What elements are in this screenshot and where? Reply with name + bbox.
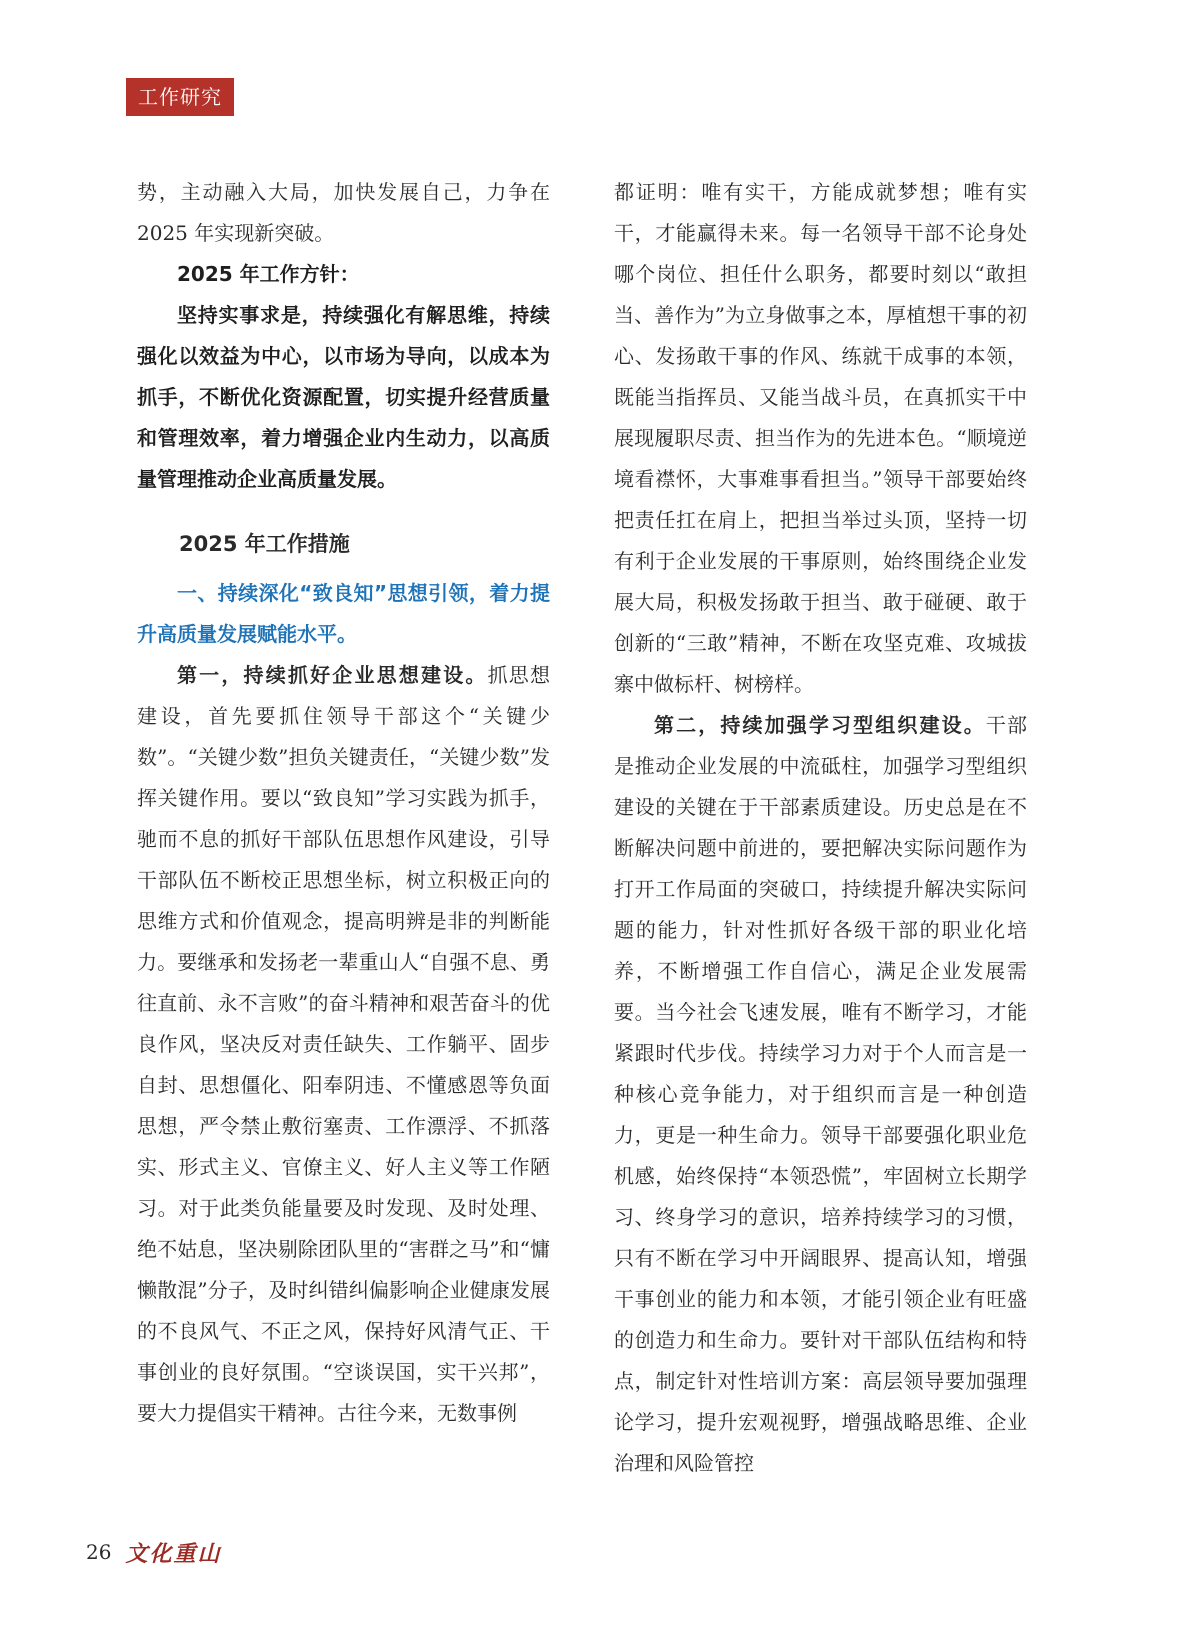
page-number: 26 <box>86 1540 112 1564</box>
heading-one: 一、持续深化“致良知”思想引领，着力提升高质量发展赋能水平。 <box>137 581 550 646</box>
magazine-logo: 文化重山 <box>125 1540 222 1567</box>
policy-text: 坚持实事求是，持续强化有解思维，持续强化以效益为中心，以市场为导向，以成本为抓手，不断优化资源配置，切实提升经营质量和管理效率，着力增强企业内生动力，以高质量管理推动企业高质量发展。 <box>137 303 550 491</box>
first-paragraph <box>137 655 550 1434</box>
second-text: 干部是推动企业发展的中流砥柱，加强学习型组织建设的关键在于干部素质建设。历史总是在不断解决问题中前进的，要把解决实际问题作为打开工作局面的突破口，持续提升解决实际问题的能力，针对性抓好各级干部的职业化培养，不断增强工作自信心，满足企业发展需要。当今社会飞速发展，唯有不断学习，才能紧跟时代步伐。持续学习力对于个人而言是一种核心竞争能力，对于组织而言是一种创造力，更是一种生命力。领导干部要强化职业危机感，始终保持“本领恐慌”，牢固树立长期学习、终身学习的意识，培养持续学习的习惯，只有不断在学习中开阔眼界、提高认知，增强干事创业的能力和本领，才能引领企业有旺盛的创造力和生命力。要针对干部队伍结构和特点，制定针对性培训方案：高层领导要加强理论学习，提升宏观视野，增强战略思维、企业治理和风险管控 <box>614 713 1027 1475</box>
left-column <box>137 172 550 1434</box>
second-paragraph <box>614 705 1027 1484</box>
policy-label: 2025 年工作方针： <box>177 262 360 286</box>
continued-paragraph: 势，主动融入大局，加快发展自己，力争在2025 年实现新突破。 <box>137 180 550 245</box>
page-footer <box>86 1536 221 1568</box>
first-lead: 第一，持续抓好企业思想建设。 <box>177 663 488 687</box>
measures-heading: 2025 年工作措施 <box>179 532 350 556</box>
section-tag: 工作研究 <box>126 78 234 116</box>
first-text: 抓思想建设，首先要抓住领导干部这个“关键少数”。“关键少数”担负关键责任，“关键少数”发挥关键作用。要以“致良知”学习实践为抓手，驰而不息的抓好干部队伍思想作风建设，引导干部队伍不断校正思想坐标，树立积极正向的思维方式和价值观念，提高明辨是非的判断能力。要继承和发扬老一辈重山人“自强不息、勇往直前、永不言败”的奋斗精神和艰苦奋斗的优良作风，坚决反对责任缺失、工作躺平、固步自封、思想僵化、阳奉阴违、不懂感恩等负面思想，严令禁止敷衍塞责、工作漂浮、不抓落实、形式主义、官僚主义、好人主义等工作陋习。对于此类负能量要及时发现、及时处理、绝不姑息，坚决剔除团队里的“害群之马”和“慵懒散混”分子，及时纠错纠偏影响企业健康发展的不良风气、不正之风，保持好风清气正、干事创业的良好氛围。“空谈误国，实干兴邦”，要大力提倡实干精神。古往今来，无数事例 <box>137 663 550 1425</box>
continued-paragraph-right: 都证明：唯有实干，方能成就梦想；唯有实干，才能赢得未来。每一名领导干部不论身处哪个岗位、担任什么职务，都要时刻以“敢担当、善作为”为立身做事之本，厚植想干事的初心、发扬敢干事的作风、练就干成事的本领，既能当指挥员、又能当战斗员，在真抓实干中展现履职尽责、担当作为的先进本色。“顺境逆境看襟怀，大事难事看担当。”领导干部要始终把责任扛在肩上，把担当举过头顶，坚持一切有利于企业发展的干事原则，始终围绕企业发展大局，积极发扬敢于担当、敢于碰硬、敢于创新的“三敢”精神，不断在攻坚克难、攻城拔寨中做标杆、树榜样。 <box>614 180 1027 696</box>
right-column <box>614 172 1027 1484</box>
second-lead: 第二，持续加强学习型组织建设。 <box>654 713 986 737</box>
